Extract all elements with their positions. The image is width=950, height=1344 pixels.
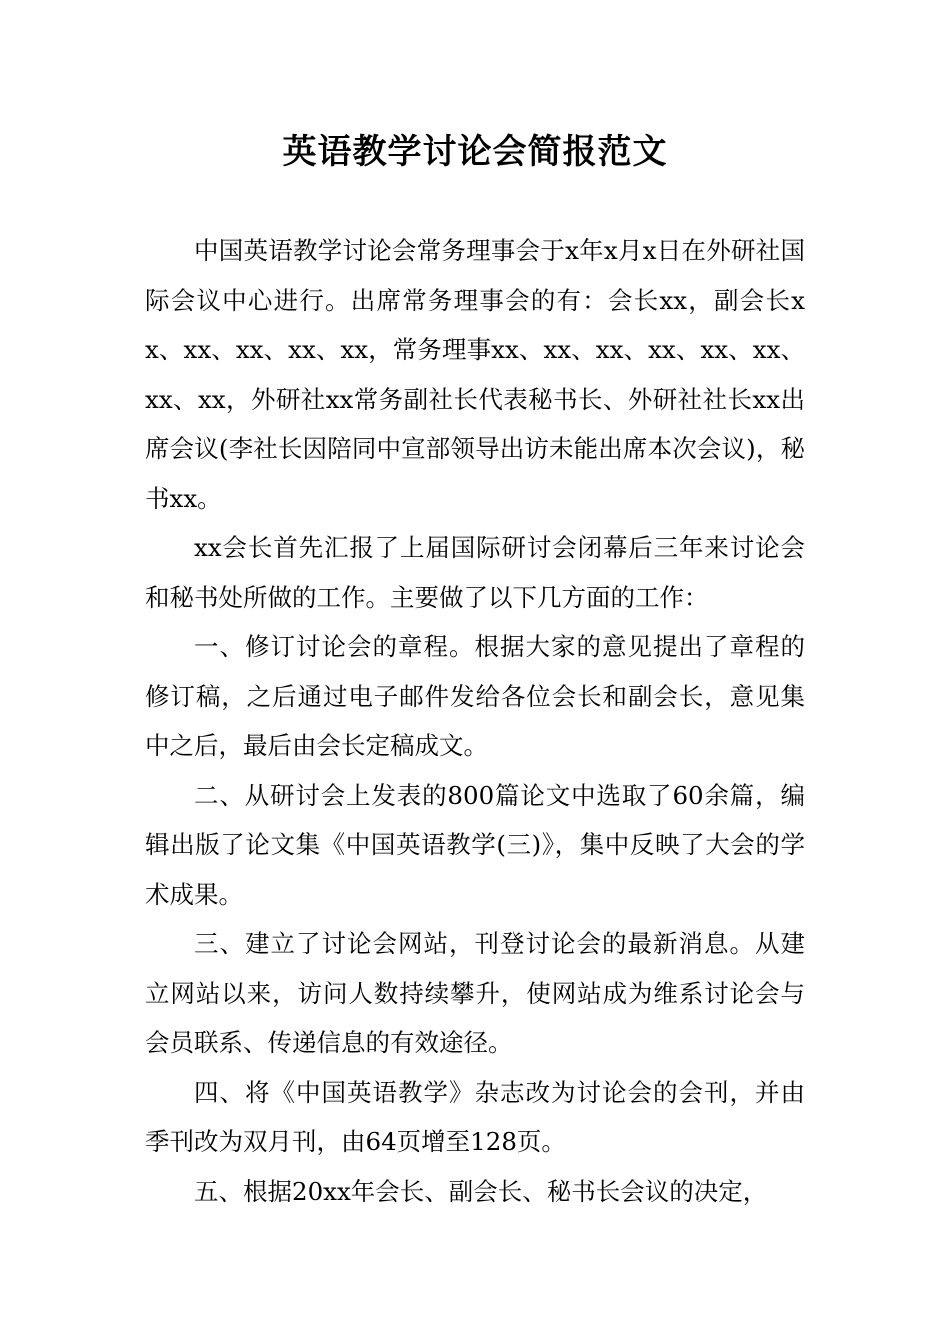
paragraph-item-5: 五、根据20xx年会长、副会长、秘书长会议的决定， xyxy=(194,1176,768,1206)
paragraph-item-3: 三、建立了讨论会网站，刊登讨论会的最新消息。从建立网站以来，访问人数持续攀升，使网站成为维系讨论会与会员联系、传递信息的有效途径。 xyxy=(145,929,805,1057)
paragraph-item-4: 四、将《中国英语教学》杂志改为讨论会的会刊，并由季刊改为双月刊，由64页增至128页。 xyxy=(145,1077,805,1156)
paragraph-report: xx会长首先汇报了上届国际研讨会闭幕后三年来讨论会和秘书处所做的工作。主要做了以下几方面的工作： xyxy=(145,533,805,612)
document-title: 英语教学讨论会简报范文 xyxy=(282,132,668,172)
paragraph-item-1: 一、修订讨论会的章程。根据大家的意见提出了章程的修订稿，之后通过电子邮件发给各位会长和副会长，意见集中之后，最后由会长定稿成文。 xyxy=(145,632,805,760)
paragraph-item-2: 二、从研讨会上发表的800篇论文中选取了60余篇，编辑出版了论文集《中国英语教学(三)》，集中反映了大会的学术成果。 xyxy=(145,780,805,909)
document-body xyxy=(145,226,805,1216)
paragraph-intro: 中国英语教学讨论会常务理事会于x年x月x日在外研社国际会议中心进行。出席常务理事会的有：会长xx，副会长xx、xx、xx、xx、xx，常务理事xx、xx、xx、xx、xx、xx、xx、xx，外研社xx常务副社长代表秘书长、外研社社长xx出席会议(李社长因陪同中宣部领导出访未能出席本次会议)，秘书xx。 xyxy=(145,236,805,513)
